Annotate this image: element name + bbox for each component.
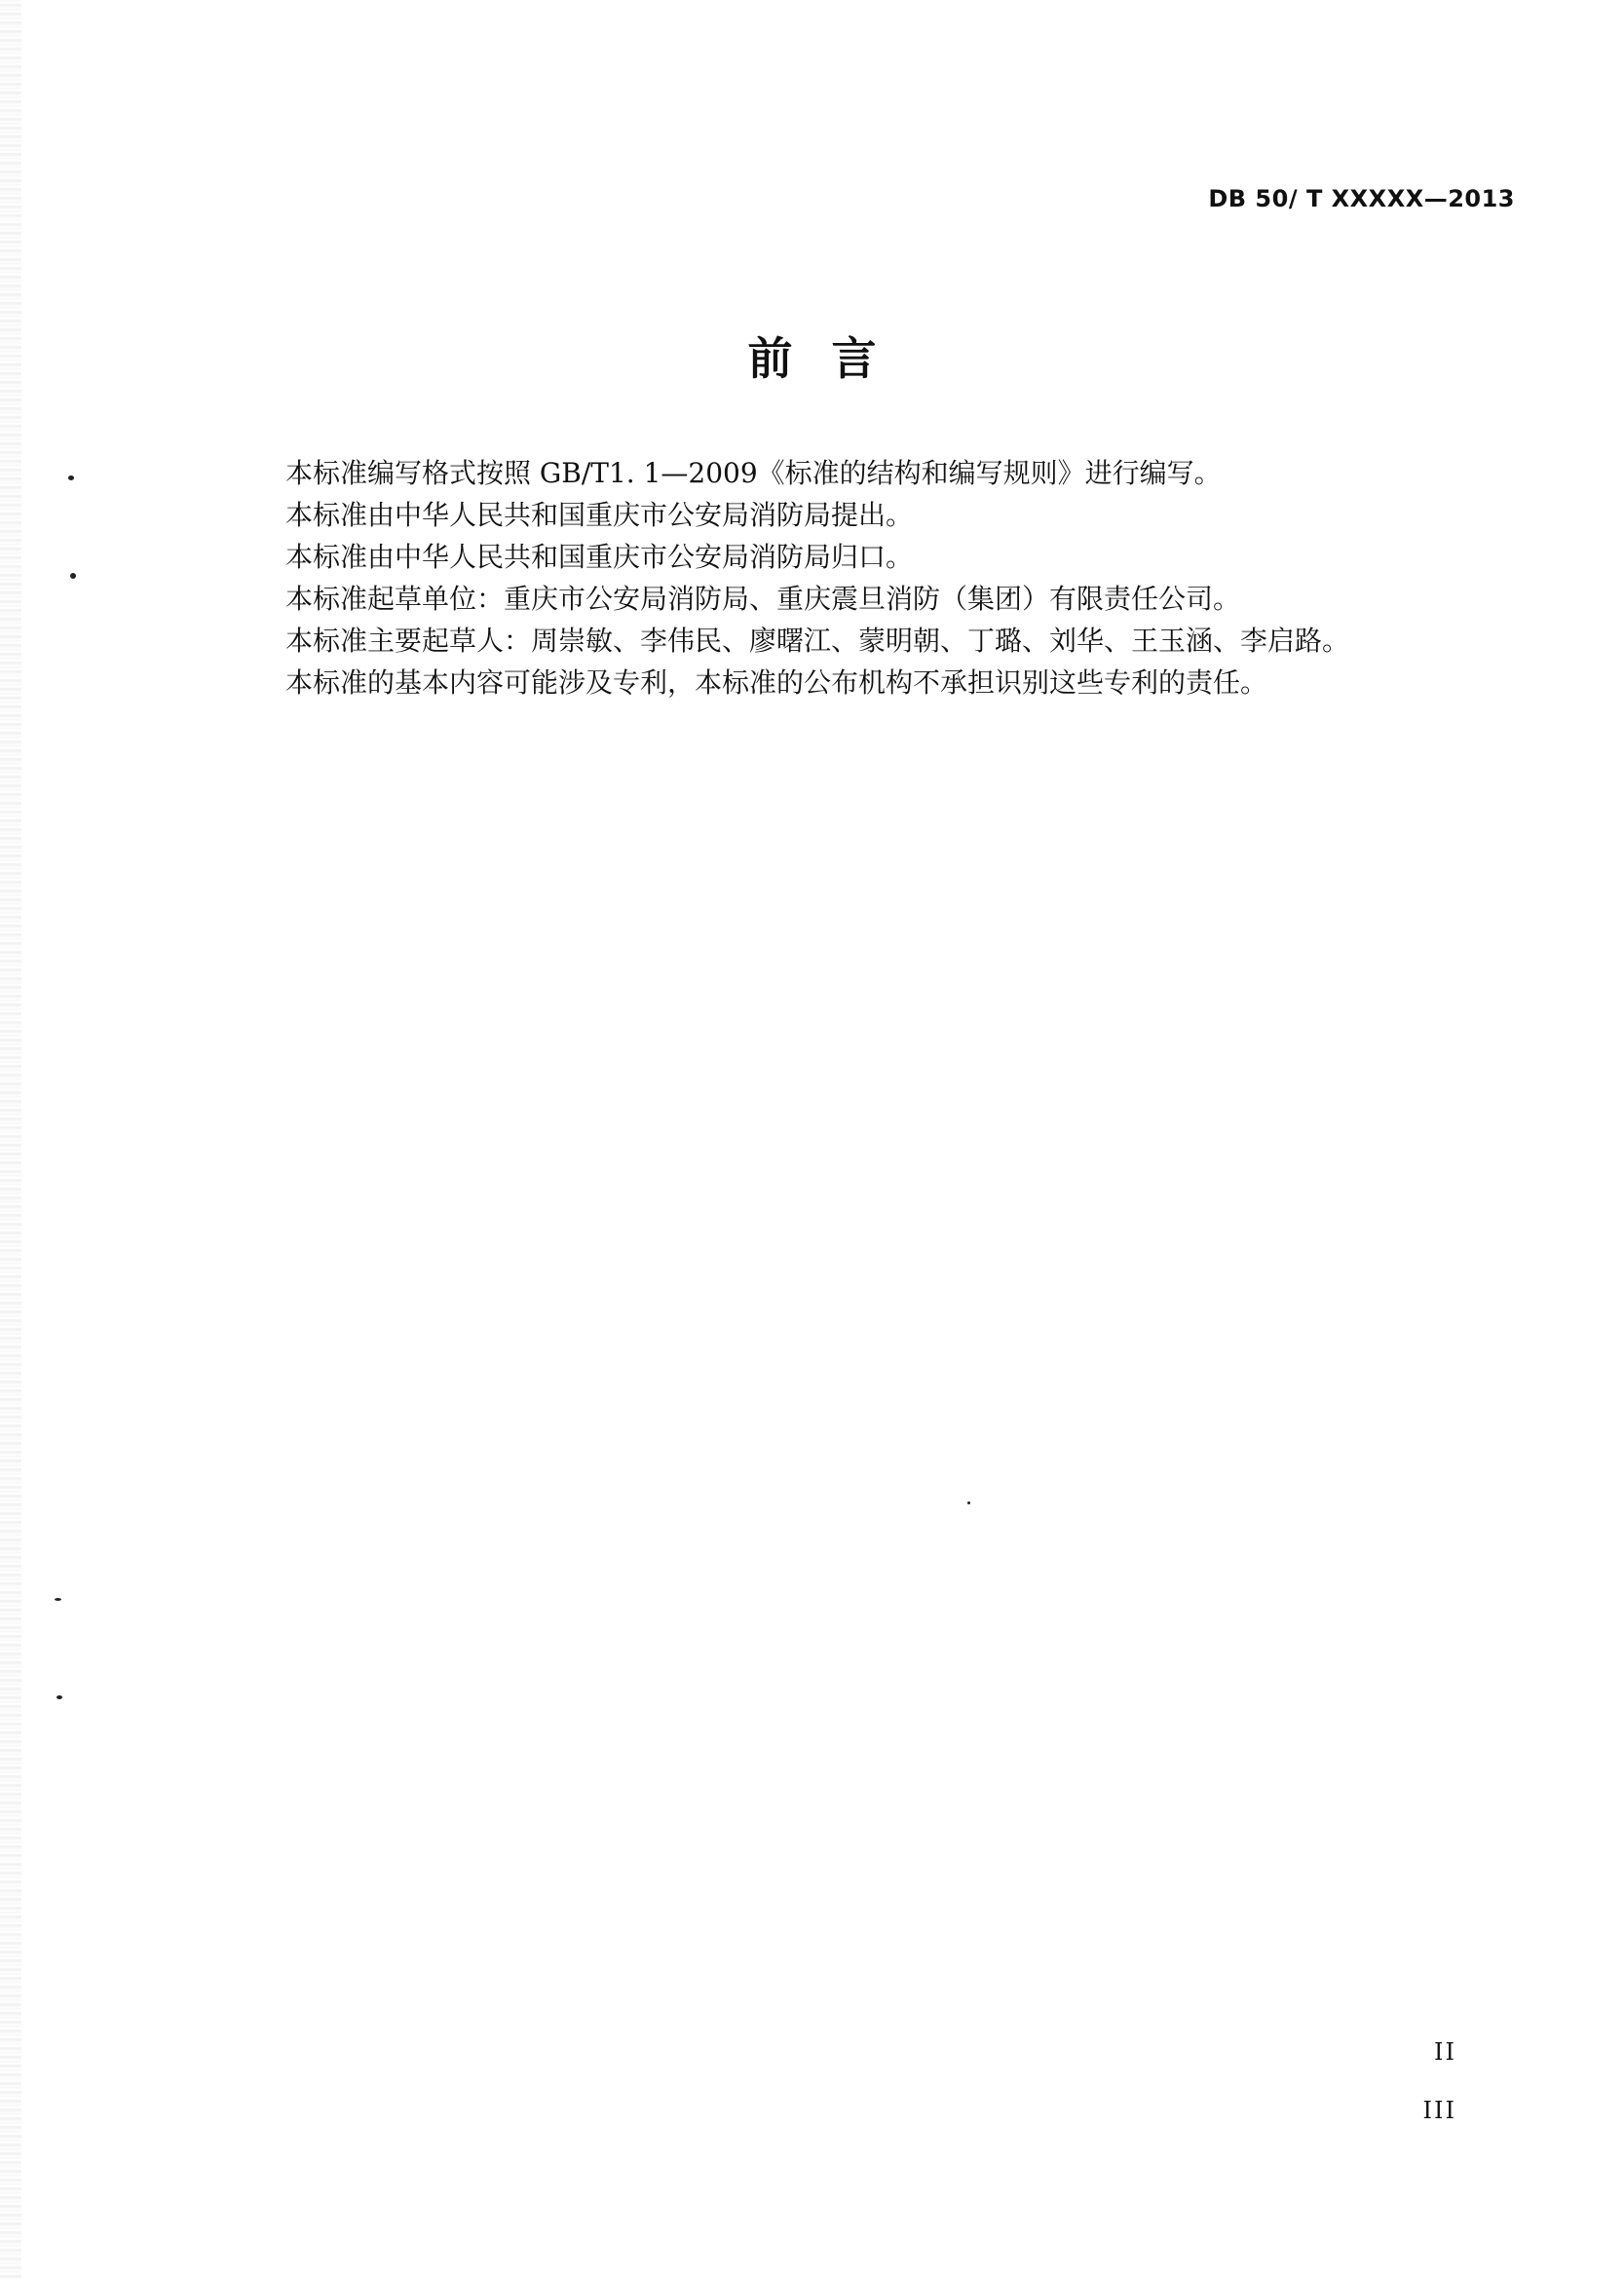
scan-speck [967, 1501, 970, 1504]
page-title: 前言 [747, 332, 916, 385]
scan-speck [55, 1598, 61, 1601]
scan-speck [70, 573, 76, 579]
foreword-paragraph: 本标准主要起草人：周崇敏、李伟民、廖曙江、蒙明朝、丁璐、刘华、王玉涵、李启路。 [285, 625, 1350, 657]
foreword-paragraph: 本标准编写格式按照 GB/T1. 1—2009《标准的结构和编写规则》进行编写。 [285, 457, 1222, 489]
foreword-paragraph: 本标准起草单位：重庆市公安局消防局、重庆震旦消防（集团）有限责任公司。 [285, 583, 1241, 615]
document-code: DB 50/ T XXXXX—2013 [1208, 185, 1515, 212]
foreword-paragraph: 本标准的基本内容可能涉及专利，本标准的公布机构不承担识别这些专利的责任。 [285, 666, 1268, 699]
foreword-paragraph: 本标准由中华人民共和国重庆市公安局消防局归口。 [285, 541, 914, 573]
page-number-secondary: III [1422, 2097, 1456, 2124]
page-number: II [1434, 2038, 1456, 2066]
foreword-body [285, 456, 1454, 707]
scan-speck [68, 475, 74, 480]
foreword-paragraph: 本标准由中华人民共和国重庆市公安局消防局提出。 [285, 499, 914, 531]
scan-speck [57, 1695, 62, 1699]
